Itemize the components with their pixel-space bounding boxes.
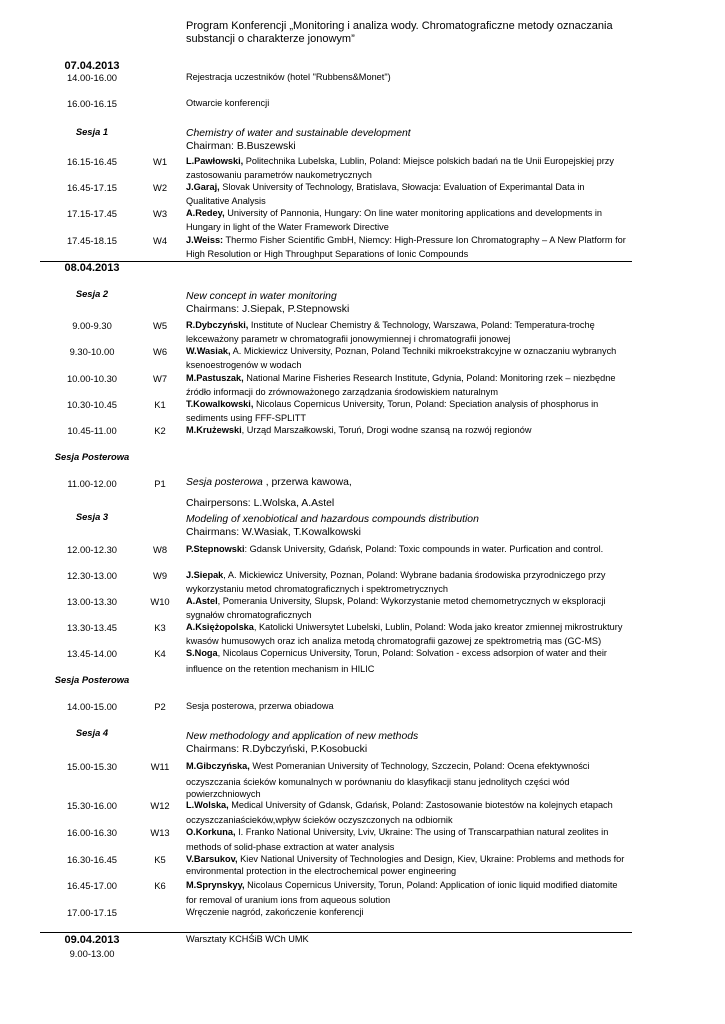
talk-line-2: sediments using FFF-SPLITT: [186, 413, 306, 423]
talk-time: 17.45-18.15: [66, 235, 118, 246]
speaker-name: L.Wolska,: [186, 800, 229, 810]
speaker-name: A.Redey,: [186, 208, 225, 218]
talk-line-1: [186, 542, 603, 557]
poster-session-1-time: 11.00-12.00: [67, 478, 117, 489]
poster-session-1-code: P1: [154, 478, 166, 489]
speaker-name: O.Korkuna,: [186, 827, 236, 837]
session-1-label: Sesja 1: [75, 126, 109, 137]
talk-desc: : Gdansk University, Gdańsk, Poland: Toxic compounds in water. Purfication and control.: [244, 544, 604, 554]
speaker-name: M.Sprynskyy,: [186, 880, 245, 890]
talk-time: 12.00-12.30: [66, 544, 118, 555]
speaker-name: S.Noga: [186, 648, 218, 658]
talk-line-2: Hungary in light of the Water Framework Directive: [186, 222, 389, 232]
talk-time: 10.30-10.45: [66, 399, 118, 410]
talk-line-2: sygnałów chromatograficznych: [186, 610, 312, 620]
talk-line-1: [186, 344, 616, 359]
talk-desc: Medical University of Gdansk, Gdańsk, Poland: Zastosowanie biotestów na kolejnych etapach: [228, 800, 613, 810]
session-3-title: Modeling of xenobiotical and hazardous compounds distribution: [186, 514, 479, 525]
talk-line-1: [186, 371, 615, 386]
talk-line-1: [186, 180, 585, 195]
talk-line-2: oczyszczaniaścieków,wpływ ścieków oczyszczonych na odbiornik: [186, 815, 453, 825]
talk-line-2: kwasów humusowych oraz ich analiza metodą chromatografii gazowej ze spektrometrią mas (GC-MS): [186, 636, 602, 646]
talk-time: 16.00-16.30: [66, 827, 118, 838]
talk-desc: , Pomerania University, Slupsk, Poland: Wykorzystanie metod chemometrycznych w eksploracji: [217, 596, 606, 606]
closing-text: Wręczenie nagród, zakończenie konferencji: [186, 907, 364, 917]
poster-session-1-text: [186, 477, 352, 488]
page-title: Program Konferencji „Monitoring i analiza wody. Chromatograficzne metody oznaczania substancji o charakterze jonowym”: [186, 20, 613, 45]
session-4-title: New methodology and application of new methods: [186, 731, 419, 742]
talk-code: W5: [152, 320, 168, 331]
workshop-time: 9.00-13.00: [69, 948, 115, 959]
session-2-chair: Chairmans: J.Siepak, P.Stepnowski: [186, 304, 350, 315]
talk-time: 13.00-13.30: [66, 596, 118, 607]
talk-code: K4: [154, 648, 166, 659]
session-2-title: New concept in water monitoring: [186, 291, 337, 302]
talk-code: W2: [152, 182, 168, 193]
speaker-name: M.Pastuszak,: [186, 373, 244, 383]
talk-code: W6: [152, 346, 168, 357]
poster-session-2-time: 14.00-15.00: [66, 701, 118, 712]
talk-line-2: lekceważony parametr w chromatografii jonowymiennej i chromatografii jonowej: [186, 334, 511, 344]
talk-desc: Thermo Fisher Scientific GmbH, Niemcy: High-Pressure Ion Chromatography – A New Platform for: [223, 235, 626, 245]
session-4-chair: Chairmans: R.Dybczyński, P.Kosobucki: [186, 744, 368, 755]
talk-line-1: [186, 646, 607, 661]
talk-code: W9: [152, 570, 168, 581]
talk-line-2: High Resolution or High Throughput Separations of Ionic Compounds: [186, 249, 469, 259]
talk-time: 15.00-15.30: [66, 761, 118, 772]
poster-session-2-text: Sesja posterowa, przerwa obiadowa: [186, 701, 334, 711]
talk-code: W7: [152, 373, 168, 384]
speaker-name: R.Dybczyński,: [186, 320, 249, 330]
speaker-name: A.Astel: [186, 596, 218, 606]
talk-code: W3: [152, 208, 168, 219]
talk-line-2: oczyszczania ścieków komunalnych w porównaniu do klasyfikacji stanu jednolitych części wód: [186, 777, 570, 787]
session-3-chair: Chairmans: W.Wasiak, T.Kowalkowski: [186, 527, 361, 538]
talk-desc: , Urząd Marszałkowski, Toruń, Drogi wodne szansą na rozwój regionów: [241, 425, 532, 435]
workshop-text: Warsztaty KCHŚiB WCh UMK: [186, 934, 309, 944]
talk-line-1: [186, 798, 613, 813]
speaker-name: V.Barsukov,: [186, 854, 238, 864]
session-1-title: Chemistry of water and sustainable development: [186, 128, 411, 139]
registration-text: Rejestracja uczestników (hotel "Rubbens&Monet"): [186, 72, 391, 82]
talk-code: W1: [152, 156, 168, 167]
talk-time: 16.45-17.15: [66, 182, 118, 193]
talk-desc: , Nicolaus Copernicus University, Torun, Poland: Solvation - excess adsorpion of water and their: [217, 648, 607, 658]
talk-code: W12: [150, 800, 170, 811]
talk-time: 9.00-9.30: [72, 320, 112, 331]
talk-line-1: [186, 206, 602, 221]
talk-code: K1: [154, 399, 166, 410]
speaker-name: J.Garaj,: [186, 182, 220, 192]
talk-line-2: for removal of uranium ions from aqueous solution: [186, 895, 391, 905]
poster-session-1-chair: Chairpersons: L.Wolska, A.Astel: [186, 498, 335, 509]
talk-desc: Slovak University of Technology, Bratislava, Słowacja: Evaluation of Experimantal Data in: [219, 182, 585, 192]
poster-session-2-label: Sesja Posterowa: [54, 674, 130, 685]
talk-code: K2: [154, 425, 166, 436]
talk-desc: University of Pannonia, Hungary: On line water monitoring applications and developments in: [224, 208, 603, 218]
session-2-label: Sesja 2: [75, 288, 109, 299]
speaker-name: L.Pawłowski,: [186, 156, 244, 166]
talk-line-1: [186, 620, 622, 635]
talk-time: 15.30-16.00: [66, 800, 118, 811]
talk-line-2: źródło informacji do zrównoważonego zarządzania środowiskiem naturalnym: [186, 387, 499, 397]
talk-time: 16.30-16.45: [66, 854, 118, 865]
talk-time: 10.00-10.30: [66, 373, 118, 384]
talk-line-1: [186, 568, 606, 583]
closing-time: 17.00-17.15: [66, 907, 118, 918]
date-day-1: 07.04.2013: [64, 60, 120, 72]
talk-line-2: environmental protection in the electrochemical power engineering: [186, 866, 457, 876]
session-1-chair: Chairman: B.Buszewski: [186, 141, 296, 152]
day-divider: [40, 932, 632, 933]
talk-code: W13: [150, 827, 170, 838]
talk-time: 9.30-10.00: [69, 346, 115, 357]
talk-desc: , A. Mickiewicz University, Poznan, Poland: Wybrane badania środowiska przyrodniczego przy: [223, 570, 606, 580]
talk-line-1: [186, 154, 614, 169]
session-4-label: Sesja 4: [75, 727, 109, 738]
talk-line-1: [186, 878, 618, 893]
talk-code: K6: [154, 880, 166, 891]
talk-line-2: influence on the retention mechanism in HILIC: [186, 664, 375, 674]
talk-line-1: [186, 759, 589, 774]
speaker-name: J.Weiss:: [186, 235, 224, 245]
talk-desc: West Pomeranian University of Technology, Szczecin, Poland: Ocena efektywności: [249, 761, 590, 771]
poster-session-italic: Sesja posterowa: [186, 477, 263, 488]
talk-desc: Institute of Nuclear Chemistry & Technology, Warszawa, Poland: Temperatura-trochę: [248, 320, 595, 330]
speaker-name: P.Stepnowski: [186, 544, 245, 554]
talk-line-1: [186, 825, 608, 840]
time-opening: 16.00-16.15: [66, 98, 118, 109]
talk-desc: I. Franko National University, Lviv, Ukraine: The using of Transcarpathian natural zeolites in: [235, 827, 609, 837]
session-3-label: Sesja 3: [75, 511, 109, 522]
talk-time: 16.15-16.45: [66, 156, 118, 167]
time-registration: 14.00-16.00: [66, 72, 118, 83]
talk-time: 13.45-14.00: [66, 648, 118, 659]
talk-code: K5: [154, 854, 166, 865]
talk-line-1: [186, 423, 532, 438]
talk-line-2: zastosowaniu parametrów naukometrycznych: [186, 170, 372, 180]
talk-line-1: [186, 397, 598, 412]
talk-line-1: [186, 594, 605, 609]
poster-session-2-code: P2: [154, 701, 166, 712]
talk-desc: , Katolicki Uniwersytet Lubelski, Lublin, Poland: Woda jako kreator zmiennej mikrostruktury: [253, 622, 623, 632]
talk-line-2: methods of solid-phase extraction at water analysis: [186, 842, 395, 852]
talk-code: K3: [154, 622, 166, 633]
talk-line-3: powierzchniowych: [186, 789, 261, 799]
speaker-name: T.Kowalkowski,: [186, 399, 254, 409]
talk-desc: Nicolaus Copernicus University, Torun, Poland: Application of ionic liquid modified diatomite: [244, 880, 618, 890]
date-day-2: 08.04.2013: [64, 262, 120, 274]
talk-time: 12.30-13.00: [66, 570, 118, 581]
speaker-name: A.Księżopolska: [186, 622, 254, 632]
talk-desc: Politechnika Lubelska, Lublin, Poland: Miejsce polskich badań na tle Unii Europejskiej przy: [243, 156, 614, 166]
talk-code: W10: [150, 596, 170, 607]
poster-session-1-label: Sesja Posterowa: [54, 451, 130, 462]
talk-desc: A. Mickiewicz University, Poznan, Poland Techniki mikroekstrakcyjne w oznaczaniu wybranych: [230, 346, 617, 356]
talk-time: 10.45-11.00: [67, 425, 117, 436]
talk-desc: Kiev National University of Technologies and Design, Kiev, Ukraine: Problems and methods for: [237, 854, 625, 864]
speaker-name: W.Wasiak,: [186, 346, 231, 356]
opening-text: Otwarcie konferencji: [186, 98, 270, 108]
poster-session-rest: , przerwa kawowa,: [262, 477, 352, 488]
talk-time: 16.45-17.00: [66, 880, 118, 891]
talk-code: W4: [152, 235, 168, 246]
speaker-name: M.Krużewski: [186, 425, 242, 435]
talk-line-2: Qualitative Analysis: [186, 196, 266, 206]
talk-line-1: [186, 233, 626, 248]
talk-line-1: [186, 318, 595, 333]
speaker-name: J.Siepak: [186, 570, 224, 580]
talk-time: 13.30-13.45: [66, 622, 118, 633]
talk-code: W11: [150, 761, 170, 772]
talk-code: W8: [152, 544, 168, 555]
talk-line-2: ksenoestrogenów w wodach: [186, 360, 302, 370]
talk-desc: Nicolaus Copernicus University, Torun, Poland: Speciation analysis of phosphorus in: [253, 399, 599, 409]
talk-time: 17.15-17.45: [66, 208, 118, 219]
talk-desc: National Marine Fisheries Research Institute, Gdynia, Poland: Monitoring rzek – niezbędne: [243, 373, 616, 383]
speaker-name: M.Gibczyńska,: [186, 761, 250, 771]
talk-line-2: wykorzystaniu metod chromatograficznych i spektrometrycznych: [186, 584, 448, 594]
date-day-3: 09.04.2013: [64, 934, 120, 946]
